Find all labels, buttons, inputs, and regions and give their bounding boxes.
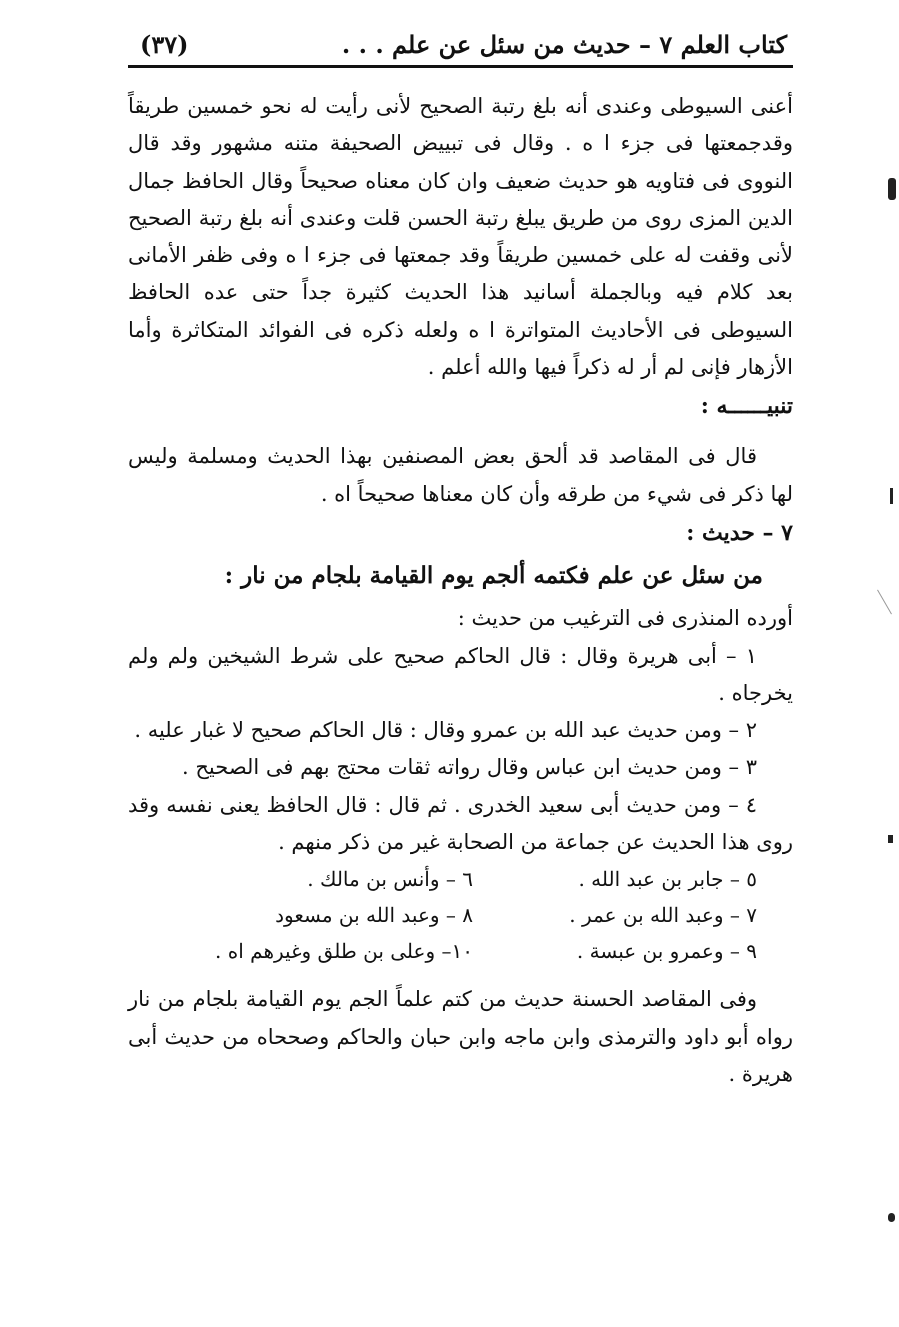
running-title: كتاب العلم ٧ – حديث من سئل عن علم . . . [341,30,787,59]
list-item-2: ٢ – ومن حديث عبد الله بن عمرو وقال : قال الحاكم صحيح لا غبار عليه . [134,718,757,743]
page-header [128,30,793,68]
list-item-4: ٤ – ومن حديث أبى سعيد الخدرى . ثم قال : قال الحافظ يعنى نفسه وقد روى هذا الحديث عن جماعة من الصحابة غير من ذكر منهم . [128,792,793,855]
scan-mark-1 [888,178,896,200]
list-item-3: ٣ – ومن حديث ابن عباس وقال رواته ثقات محتج بهم فى الصحيح . [182,755,757,780]
paragraph-3: أورده المنذرى فى الترغيب من حديث : [457,606,793,631]
hadith-text: من سئل عن علم فكتمه ألجم يوم القيامة بلجام من نار : [224,561,763,589]
scan-mark-5 [877,590,892,615]
page [128,30,793,1093]
companion-10: ١٠– وعلى بن طلق وغيرهم اه . [215,939,473,964]
paragraph-4: وفى المقاصد الحسنة حديث من كتم علماً الجم يوم القيامة بلجام من نار رواه أبو داود والترمذى وابن ماجه وابن حبان والحاكم وصححاه من حديث أبى هريرة . [128,987,793,1086]
paragraph-2: قال فى المقاصد قد ألحق بعض المصنفين بهذا الحديث ومسلمة وليس لها ذكر فى شيء من طرقه وأن كان معناها صحيحاً اه . [128,444,793,506]
list-item-1: ١ – أبى هريرة وقال : قال الحاكم صحيح على شرط الشيخين ولم ولم يخرجاه . [128,643,793,705]
page-body [128,88,793,1093]
companions-list [128,861,793,969]
scan-mark-2 [890,488,893,504]
paragraph-1: أعنى السيوطى وعندى أنه بلغ رتبة الصحيح لأنى رأيت له نحو خمسين طريقاً وقدجمعتها فى جزء ا ه . وقال فى تبييض الصحيفة متنه مشهور وقد قال النووى فى فتاويه هو حديث ضعيف وان كان معناه صحيحاً وقال الحافظ جمال الدين المزى روى من طريق يبلغ رتبة الحسن قلت وعندى أنه بلغ رتبة الصحيح لأنى وقفت له على خمسين طريقاً وقد جمعتها فى جزء ا ه وفى ظفر الأمانى بعد كلام فيه وبالجملة أسانيد هذا الحديث كثيرة جداً حتى عده الحافظ السيوطى فى الأحاديث المتواترة ا ه ولعله ذكره فى الفوائد المتكاثرة وأما الأزهار فإنى لم أر له ذكراً فيها والله أعلم . [128,94,793,380]
hadith-heading: ٧ – حديث : [686,519,793,546]
companion-9: ٩ – وعمرو بن عبسة . [576,939,757,964]
companion-7: ٧ – وعبد الله بن عمر . [569,903,757,928]
page-number: (٣٧) [140,30,189,59]
scan-mark-4 [888,1213,895,1222]
scan-mark-3 [888,835,893,843]
tanbih-heading: تنبيــــــه : [700,393,793,420]
companion-8: ٨ – وعبد الله بن مسعود [275,903,473,928]
companion-5: ٥ – جابر بن عبد الله . [578,867,757,892]
companion-6: ٦ – وأنس بن مالك . [307,867,473,892]
